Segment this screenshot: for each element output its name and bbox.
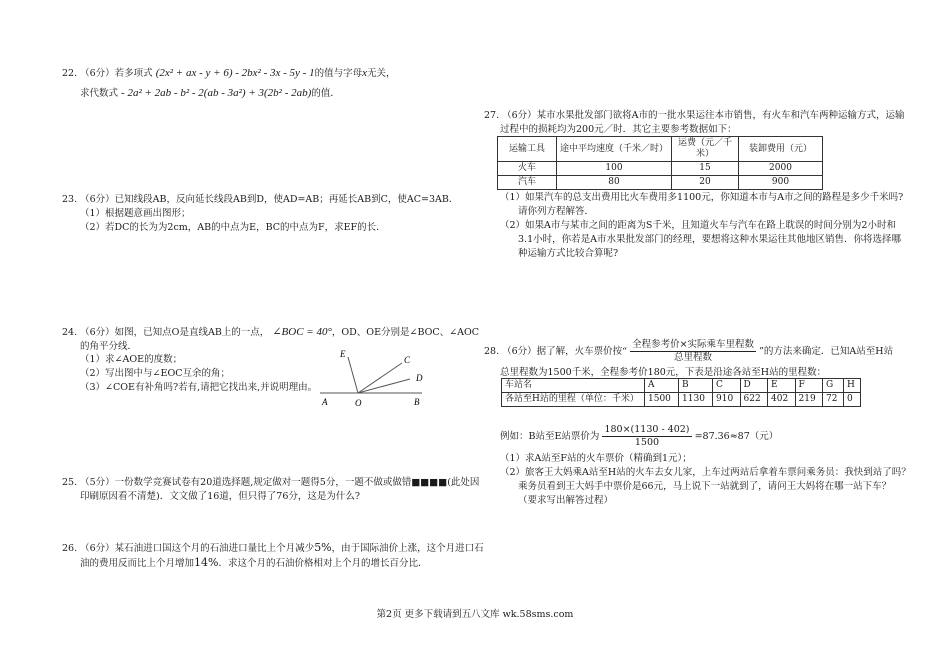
- q26-line1-lead: 26. （6分）某石油进口国这个月的石油进口量比上个月减少: [62, 543, 315, 554]
- q24-angle-boc: ∠BOC = 40°: [272, 326, 332, 338]
- ray-od: [358, 379, 410, 393]
- example-denominator: 1500: [634, 437, 660, 448]
- q26-pct-increase: 14%: [194, 556, 219, 569]
- q27-sub2-line3: 种运输方式比较合算呢?: [518, 248, 619, 259]
- q22-line2-lead: 求代数式: [80, 88, 119, 99]
- table-row: [498, 176, 823, 190]
- q28-line2: 总里程数为1500千米，全程参考价180元，下表是沿途各站至H站的里程数：: [500, 367, 827, 378]
- label-c: C: [404, 355, 411, 365]
- q28-sub2-line3: （要求写出解答过程）: [518, 495, 614, 506]
- q22-line1: [62, 67, 396, 80]
- table-cell: D: [740, 379, 768, 393]
- q24-line3: （1）求∠AOE的度数；: [80, 354, 183, 365]
- table-cell: 100: [557, 162, 672, 176]
- table-cell: 20: [672, 176, 739, 190]
- q27-line2: 过程中的损耗均为200元／时．其它主要参考数据如下：: [500, 124, 737, 135]
- table-cell: 0: [844, 393, 861, 407]
- q26-line2: [80, 556, 427, 570]
- table-cell: 15: [672, 162, 739, 176]
- table-cell: 火车: [498, 162, 557, 176]
- ray-oe: [348, 357, 358, 393]
- q24-line1-lead: 24. （6分）如图，已知点O是直线AB上的一点，: [62, 327, 270, 338]
- q26-line1: [62, 541, 484, 555]
- q28-sub2-line2: 乘务员看到王大妈手中票价是66元，马上说下一站就到了，请问王大妈将在哪一站下车？: [518, 481, 892, 492]
- table-cell: E: [768, 379, 796, 393]
- table-cell: B: [679, 379, 713, 393]
- q22-prompt: （6分）若多项式: [80, 68, 153, 79]
- q22-expression: - 2a² + 2ab - b² - 2(ab - 3a²) + 3(2b² - 2ab): [121, 87, 312, 99]
- q22-tail: 的值与字母: [314, 68, 363, 79]
- q24-line2: 的角平分线．: [80, 341, 138, 352]
- table-cell: 80: [557, 176, 672, 190]
- table-cell: 各站至H站的里程（单位：千米）: [502, 393, 645, 407]
- table-cell: A: [645, 379, 679, 393]
- q23-line2: （1）根据题意画出图形；: [80, 208, 191, 219]
- q22-line2-tail: 的值．: [311, 88, 340, 99]
- label-e: E: [340, 349, 346, 359]
- header-cell: 运费（元／千米）: [672, 137, 739, 162]
- header-cell: 途中平均速度（千米／时）: [557, 137, 672, 162]
- table-cell: 72: [823, 393, 844, 407]
- table-cell: 汽车: [498, 176, 557, 190]
- q28-line1: [484, 339, 893, 365]
- table-row: [498, 162, 823, 176]
- station-table: [501, 378, 861, 407]
- table-cell: 1130: [679, 393, 713, 407]
- q28-line1-tail: ”的方法来确定．已知A站至H站: [759, 346, 894, 357]
- q27-sub2-line2: 3.1小时，你若是A市水果批发部门的经理，要想将这种水果运往其他地区销售．你将选择哪: [518, 234, 901, 245]
- table-cell: C: [713, 379, 741, 393]
- table-cell: 1500: [645, 393, 679, 407]
- table-cell: 622: [740, 393, 768, 407]
- table-cell: H: [844, 379, 861, 393]
- q26-pct-decrease: 5%: [314, 541, 332, 554]
- q22-tail-b: 无关，: [367, 68, 396, 79]
- q22-number: 22.: [62, 68, 78, 79]
- table-cell: 219: [795, 393, 823, 407]
- example-fraction: [602, 424, 691, 449]
- header-cell: 装卸费用（元）: [739, 137, 823, 162]
- q24-line1: [62, 326, 479, 339]
- label-a: A: [322, 397, 328, 407]
- table-cell: 2000: [739, 162, 823, 176]
- transport-table: [497, 136, 823, 190]
- table-row: [502, 393, 861, 407]
- table-cell: 910: [713, 393, 741, 407]
- fare-formula-fraction: [630, 339, 756, 364]
- table-cell: G: [823, 379, 844, 393]
- label-o: O: [355, 398, 362, 408]
- example-numerator: 180×(1130 - 402): [604, 424, 690, 435]
- table-row: [502, 379, 861, 393]
- table-cell: 车站名: [502, 379, 645, 393]
- q23-line3: （2）若DC的长为为2cm，AB的中点为E，BC的中点为F，求EF的长．: [80, 222, 386, 233]
- table-cell: 402: [768, 393, 796, 407]
- fraction-numerator: 全程参考价×实际乘车里程数: [632, 339, 755, 350]
- q27-sub1-line1: （1）如果汽车的总支出费用比火车费用多1100元，你知道本市与A市之间的路程是多少千米吗?: [500, 192, 904, 203]
- q26-line1-tail: ，由于国际油价上涨，这个月进口石: [331, 543, 484, 554]
- q22-polynomial: (2x² + ax - y + 6) - 2bx² - 3x - 5y - 1: [155, 67, 315, 79]
- q23-line1: 23. （6分）已知线段AB，反向延长线段AB到D，使AD=AB；再延长AB到C，使AC=3AB．: [62, 194, 459, 205]
- q22-line2: [80, 87, 340, 100]
- table-cell: 900: [739, 176, 823, 190]
- q27-line1: 27. （6分）某市水果批发部门欲将A市的一批水果运往本市销售，有火车和汽车两种运输方式，运输: [484, 110, 905, 121]
- table-header-row: [498, 137, 823, 162]
- q24-line1-tail: ，OD、OE分别是∠BOC、∠AOC: [331, 327, 480, 338]
- q27-sub2-line1: （2）如果A市与某市之间的距离为S千米，且知道火车与汽车在路上耽误的时间分别为2小时和: [500, 220, 896, 231]
- q28-sub2-line1: （2）旅客王大妈乘A站至H站的火车去女儿家，上车过两站后拿着车票问乘务员：我快到站了吗？: [500, 467, 911, 478]
- q25-line1: 25. （5分）一份数学竞赛试卷有20道选择题,规定做对一题得5分，一题不做或做错■■■■(此处因: [62, 477, 480, 488]
- example-lead: 例如：B站至E站票价为: [500, 431, 600, 442]
- q26-line2-tail: ．求这个月的石油价格相对上个月的增长百分比．: [218, 558, 428, 569]
- q28-sub1: （1）求A站至F站的火车票价（精确到1元）；: [500, 453, 692, 464]
- label-b: B: [414, 397, 420, 407]
- page-footer: 第2页 更多下载请到五八文库 wk.58sms.com: [376, 609, 574, 620]
- table-cell: F: [795, 379, 823, 393]
- q24-line5: （3）∠COE有补角吗?若有,请把它找出来,并说明理由。: [80, 382, 318, 393]
- fraction-denominator: 总里程数: [674, 352, 713, 363]
- header-cell: 运输工具: [498, 137, 557, 162]
- q26-line2-lead: 油的费用反而比上个月增加: [80, 558, 195, 569]
- q24-line4: （2）写出图中与∠EOC互余的角；: [80, 368, 230, 379]
- angle-figure: [310, 345, 440, 410]
- example-result: =87.36≈87（元）: [694, 431, 779, 442]
- q28-line1-lead: 28. （6分）据了解，火车票价按“: [484, 346, 628, 357]
- q22-var-x: x: [362, 67, 368, 79]
- q25-line2: 印刷原因看不清楚)．文文做了16道，但只得了76分，这是为什么?: [80, 491, 360, 502]
- q27-sub1-line2: 请你列方程解答．: [518, 206, 595, 217]
- label-d: D: [416, 373, 423, 383]
- q28-example: [500, 424, 778, 450]
- ray-oc: [358, 363, 402, 393]
